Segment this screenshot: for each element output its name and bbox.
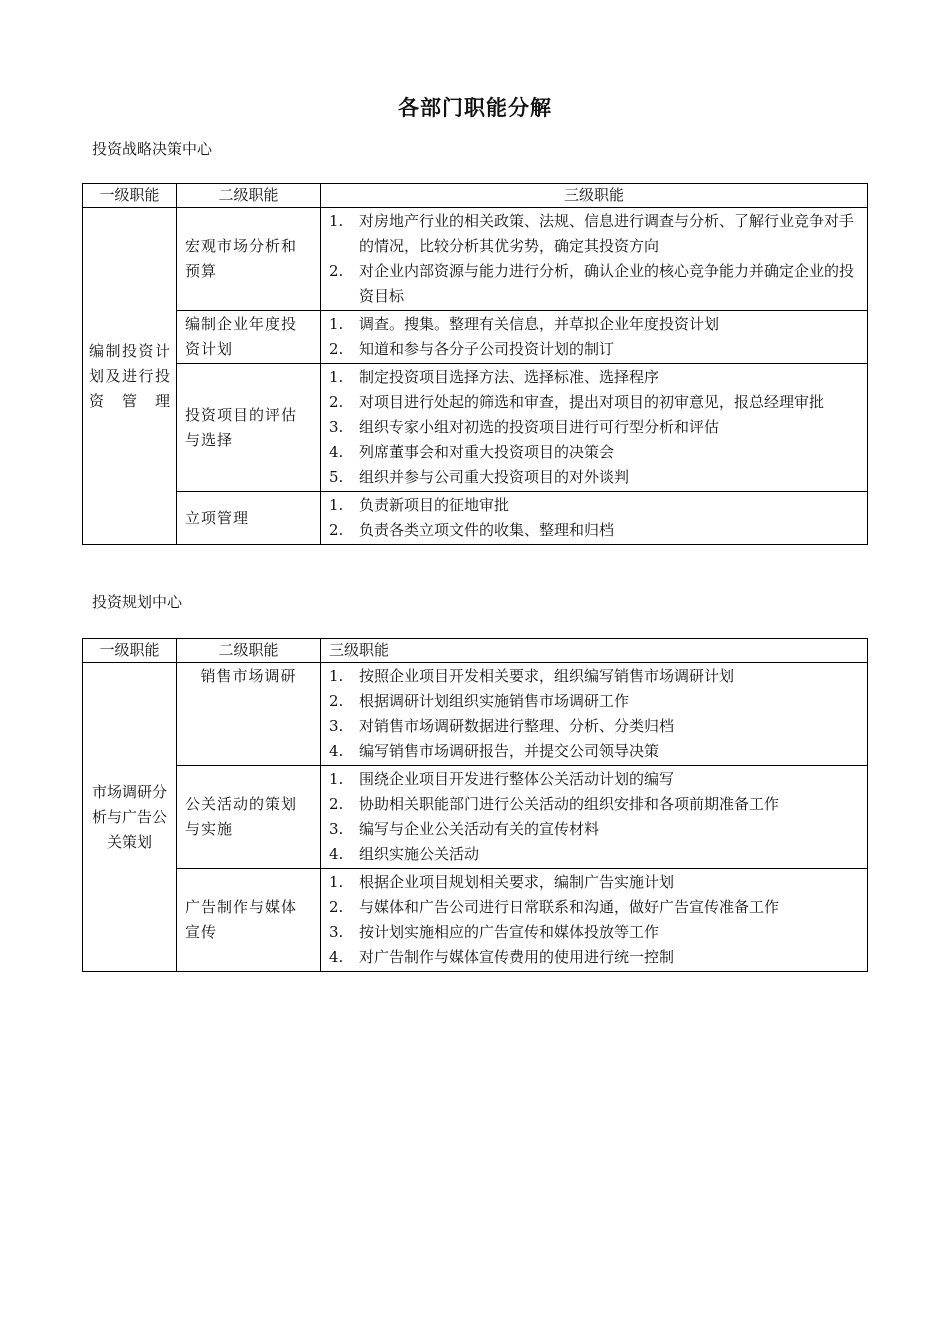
- section-title-investment-planning: 投资规划中心: [92, 593, 183, 611]
- task-list: [321, 311, 867, 363]
- level3-cell: [321, 869, 868, 972]
- task-list: [321, 663, 867, 765]
- level2-cell: 广告制作与媒体宣传: [177, 869, 321, 972]
- level3-cell: [321, 311, 868, 364]
- list-item: 4. 编写销售市场调研报告，并提交公司领导决策: [329, 742, 660, 760]
- level1-cell: 市场调研分析与广告公关策划: [83, 663, 177, 972]
- list-item: 4. 列席董事会和对重大投资项目的决策会: [329, 443, 615, 461]
- level2-cell: 立项管理: [177, 492, 321, 545]
- list-item: 1. 根据企业项目规划相关要求，编制广告实施计划: [329, 873, 675, 891]
- table-row: [83, 492, 868, 545]
- level3-cell: [321, 364, 868, 492]
- level3-cell: [321, 663, 868, 766]
- level2-cell: 宏观市场分析和预算: [177, 208, 321, 311]
- header-level3: 三级职能: [321, 639, 868, 663]
- level2-cell: 投资项目的评估与选择: [177, 364, 321, 492]
- header-level3: 三级职能: [321, 184, 868, 208]
- level3-cell: [321, 766, 868, 869]
- task-list: [321, 492, 867, 544]
- task-list: [321, 766, 867, 868]
- list-item: 4. 对广告制作与媒体宣传费用的使用进行统一控制: [329, 948, 675, 966]
- level2-cell: 编制企业年度投资计划: [177, 311, 321, 364]
- list-item: 1. 制定投资项目选择方法、选择标准、选择程序: [329, 368, 660, 386]
- list-item: 2. 根据调研计划组织实施销售市场调研工作: [329, 692, 630, 710]
- table-row: [83, 869, 868, 972]
- list-item: 3. 组织专家小组对初选的投资项目进行可行型分析和评估: [329, 418, 720, 436]
- level1-cell: 编制投资计划及进行投资管理: [83, 208, 177, 545]
- table-row: [83, 663, 868, 766]
- list-item: 2. 协助相关职能部门进行公关活动的组织安排和各项前期准备工作: [329, 795, 780, 813]
- investment-strategy-table: [82, 183, 868, 545]
- header-level1: 一级职能: [83, 184, 177, 208]
- list-item: 2. 对企业内部资源与能力进行分析，确认企业的核心竞争能力并确定企业的投资目标: [329, 262, 855, 305]
- header-level2: 二级职能: [177, 639, 321, 663]
- table-row: [83, 766, 868, 869]
- task-list: [321, 208, 867, 310]
- table-row: [83, 311, 868, 364]
- table-row: [83, 364, 868, 492]
- list-item: 3. 编写与企业公关活动有关的宣传材料: [329, 820, 600, 838]
- list-item: 4. 组织实施公关活动: [329, 845, 480, 863]
- level2-cell: 销售市场调研: [177, 663, 321, 766]
- list-item: 2. 知道和参与各分子公司投资计划的制订: [329, 340, 615, 358]
- list-item: 1. 按照企业项目开发相关要求，组织编写销售市场调研计划: [329, 667, 735, 685]
- table-header-row: [83, 184, 868, 208]
- level3-cell: [321, 208, 868, 311]
- list-item: 2. 对项目进行处起的筛选和审查，提出对项目的初审意见，报总经理审批: [329, 393, 825, 411]
- list-item: 2. 负责各类立项文件的收集、整理和归档: [329, 521, 615, 539]
- level2-cell: 公关活动的策划与实施: [177, 766, 321, 869]
- list-item: 2. 与媒体和广告公司进行日常联系和沟通，做好广告宣传准备工作: [329, 898, 780, 916]
- list-item: 3. 按计划实施相应的广告宣传和媒体投放等工作: [329, 923, 660, 941]
- list-item: 1. 围绕企业项目开发进行整体公关活动计划的编写: [329, 770, 675, 788]
- list-item: 3. 对销售市场调研数据进行整理、分析、分类归档: [329, 717, 675, 735]
- list-item: 1. 负责新项目的征地审批: [329, 496, 510, 514]
- page-title: 各部门职能分解: [398, 96, 552, 120]
- table-header-row: [83, 639, 868, 663]
- level3-cell: [321, 492, 868, 545]
- table-row: [83, 208, 868, 311]
- list-item: 5. 组织并参与公司重大投资项目的对外谈判: [329, 468, 630, 486]
- list-item: 1. 调查。搜集。整理有关信息，并草拟企业年度投资计划: [329, 315, 720, 333]
- section-title-investment-strategy: 投资战略决策中心: [92, 140, 213, 158]
- header-level2: 二级职能: [177, 184, 321, 208]
- task-list: [321, 869, 867, 971]
- investment-planning-table: [82, 638, 868, 972]
- header-level1: 一级职能: [83, 639, 177, 663]
- list-item: 1. 对房地产行业的相关政策、法规、信息进行调查与分析、了解行业竞争对手的情况，比较分析其优劣势，确定其投资方向: [329, 212, 855, 255]
- task-list: [321, 364, 867, 491]
